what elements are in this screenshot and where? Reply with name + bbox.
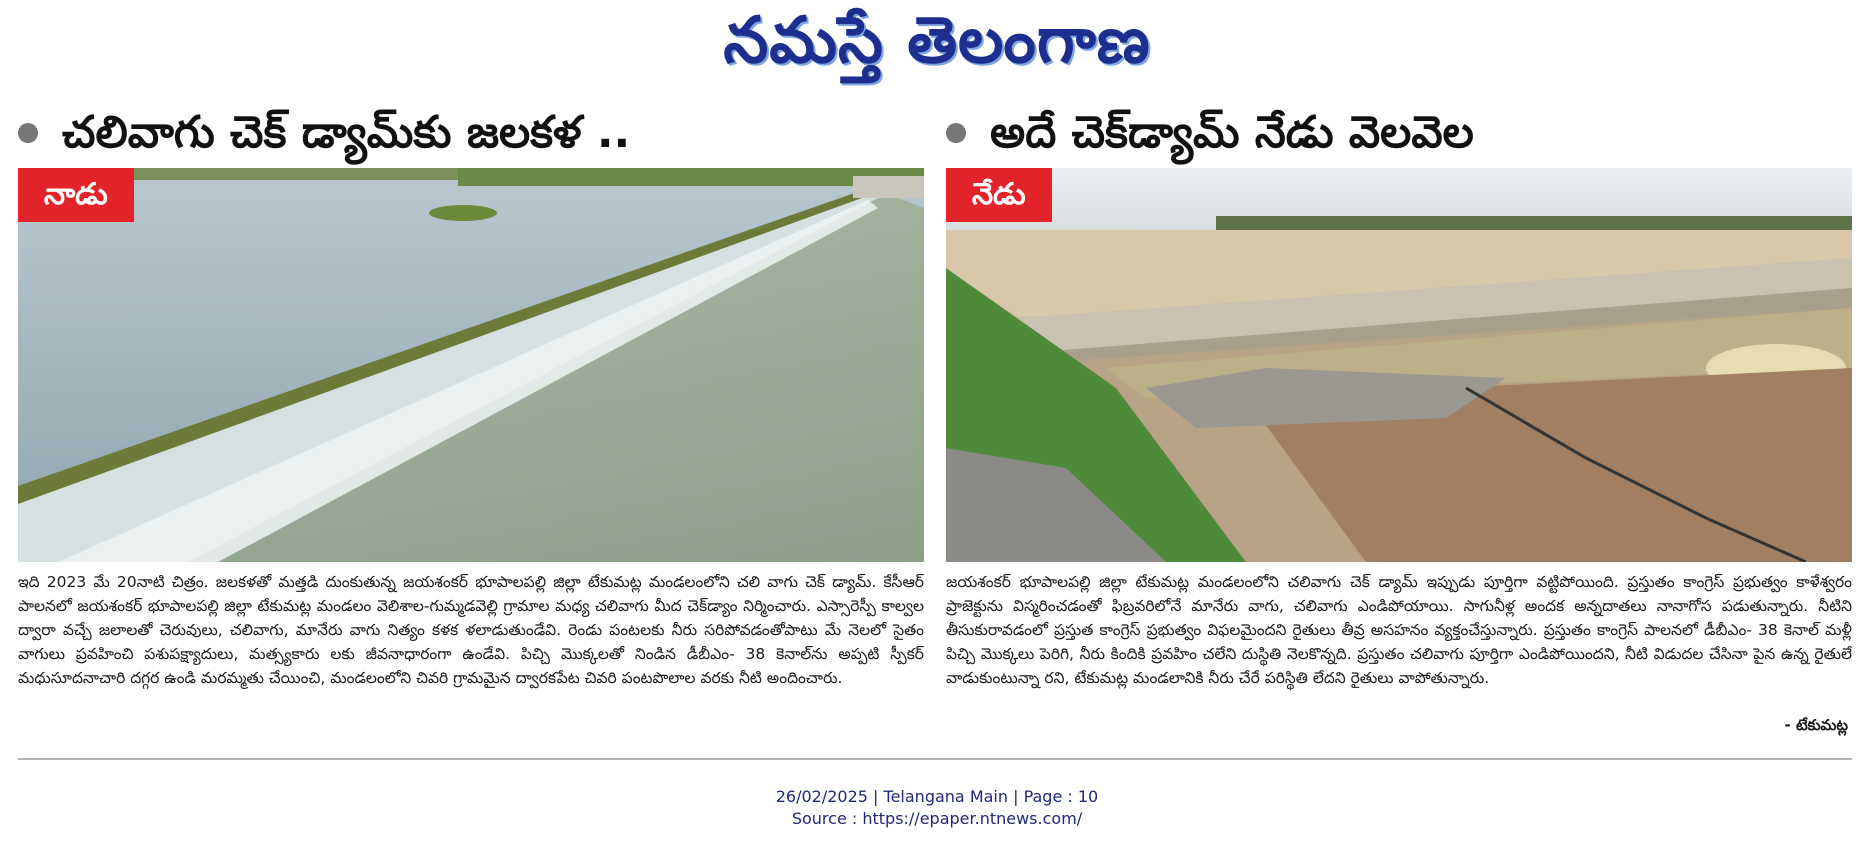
- tag-then: నాడు: [18, 168, 134, 222]
- headline-row-left: [18, 104, 630, 162]
- photo-full-dam-illustration: [18, 168, 924, 562]
- photo-dry-dam-illustration: [946, 168, 1852, 562]
- caption-left: ఇది 2023 మే 20నాటి చిత్రం. జలకళతో మత్తడి దుంకుతున్న జయశంకర్ భూపాలపల్లి జిల్లా టేకుమట్ల మండలంలోని చలి వాగు చెక్ డ్యామ్. కేసీఆర్ పాలనలో జయశంకర్ భూపాలపల్లి జిల్లా టేకుమట్ల మండలం వెలిశాల-గుమ్మడవెల్లి గ్రామాల మధ్య చలివాగు మీద చెక్‌డ్యాం నిర్మించారు. ఎస్సారెస్పీ కాల్వల ద్వారా వచ్చే జలాలతో చెరువులు, చలివాగు, మానేరు వాగు నిత్యం కళక ళలాడుతుండేవి. రెండు పంటలకు నీరు సరిపోవడంతోపాటు మే నెలలో సైతం వాగులు ప్రవహించి పశుపక్ష్యాదులు, మత్స్యకారు లకు జీవనాధారంగా ఉండేవి. పిచ్చి మొక్కలతో నిండిన డీబీఎం- 38 కెనాల్‌ను అప్పటి స్పీకర్ మధుసూదనాచారి దగ్గర ఉండి మరమ్మతు చేయించి, మండలంలోని చివరి గ్రామమైన ద్వారకపేట చివరి పంటపొలాల వరకు నీటి అందించారు.: [18, 573, 924, 687]
- photo-checkdam-full: [18, 168, 924, 562]
- headline-left: చలివాగు చెక్ డ్యామ్‌కు జలకళ ..: [62, 107, 631, 158]
- bullet-icon: [946, 123, 966, 143]
- footer-date-page: 26/02/2025 | Telangana Main | Page : 10: [775, 787, 1099, 806]
- footer-divider: [18, 758, 1852, 760]
- caption-right: జయశంకర్ భూపాలపల్లి జిల్లా టేకుమట్ల మండలంలోని చలివాగు చెక్ డ్యామ్ ఇప్పుడు పూర్తిగా వట్టిపోయింది. ప్రస్తుతం కాంగ్రెస్ ప్రభుత్వం కాళేశ్వరం ప్రాజెక్టును విస్మరించడంతో ఫిబ్రవరిలోనే మానేరు వాగు, చలివాగు ఎండిపోయాయి. సాగునీళ్ల అందక అన్నదాతలు నానాగోస పడుతున్నారు. నీటిని తీసుకురావడంలో ప్రస్తుత కాంగ్రెస్ ప్రభుత్వం విఫలమైందని రైతులు తీవ్ర అసహనం వ్యక్తంచేస్తున్నారు. ప్రస్తుతం కాంగ్రెస్ పాలనలో డీబీఎం- 38 కెనాల్ మళ్లీ పిచ్చి మొక్కలు పెరిగి, నీరు కిందికి ప్రవహిం చలేని దుస్థితి నెలకొన్నది. ప్రస్తుతం చలివాగు పూర్తిగా ఎండిపోయిందని, నీటి విడుదల చేసినా పైన ఉన్న రైతులే వాడుకుంటున్నా రని, టేకుమట్ల మండలానికి నీరు చేరే పరిస్థితి లేదని రైతులు వాపోతున్నారు.: [946, 573, 1852, 687]
- footer-source: Source : https://epaper.ntnews.com/: [791, 809, 1083, 828]
- headline-right: అదే చెక్‌డ్యామ్ నేడు వెలవెల: [990, 107, 1474, 158]
- newspaper-logo: నమస్తే తెలంగాణ: [723, 3, 1151, 78]
- footer: [0, 786, 1874, 830]
- tag-now: నేడు: [946, 168, 1052, 222]
- bullet-icon: [18, 123, 38, 143]
- photo-checkdam-dry: [946, 168, 1852, 562]
- masthead: [0, 2, 1874, 80]
- byline-place: - టేకుమట్ల: [1784, 716, 1848, 734]
- headline-row-right: [946, 104, 1474, 162]
